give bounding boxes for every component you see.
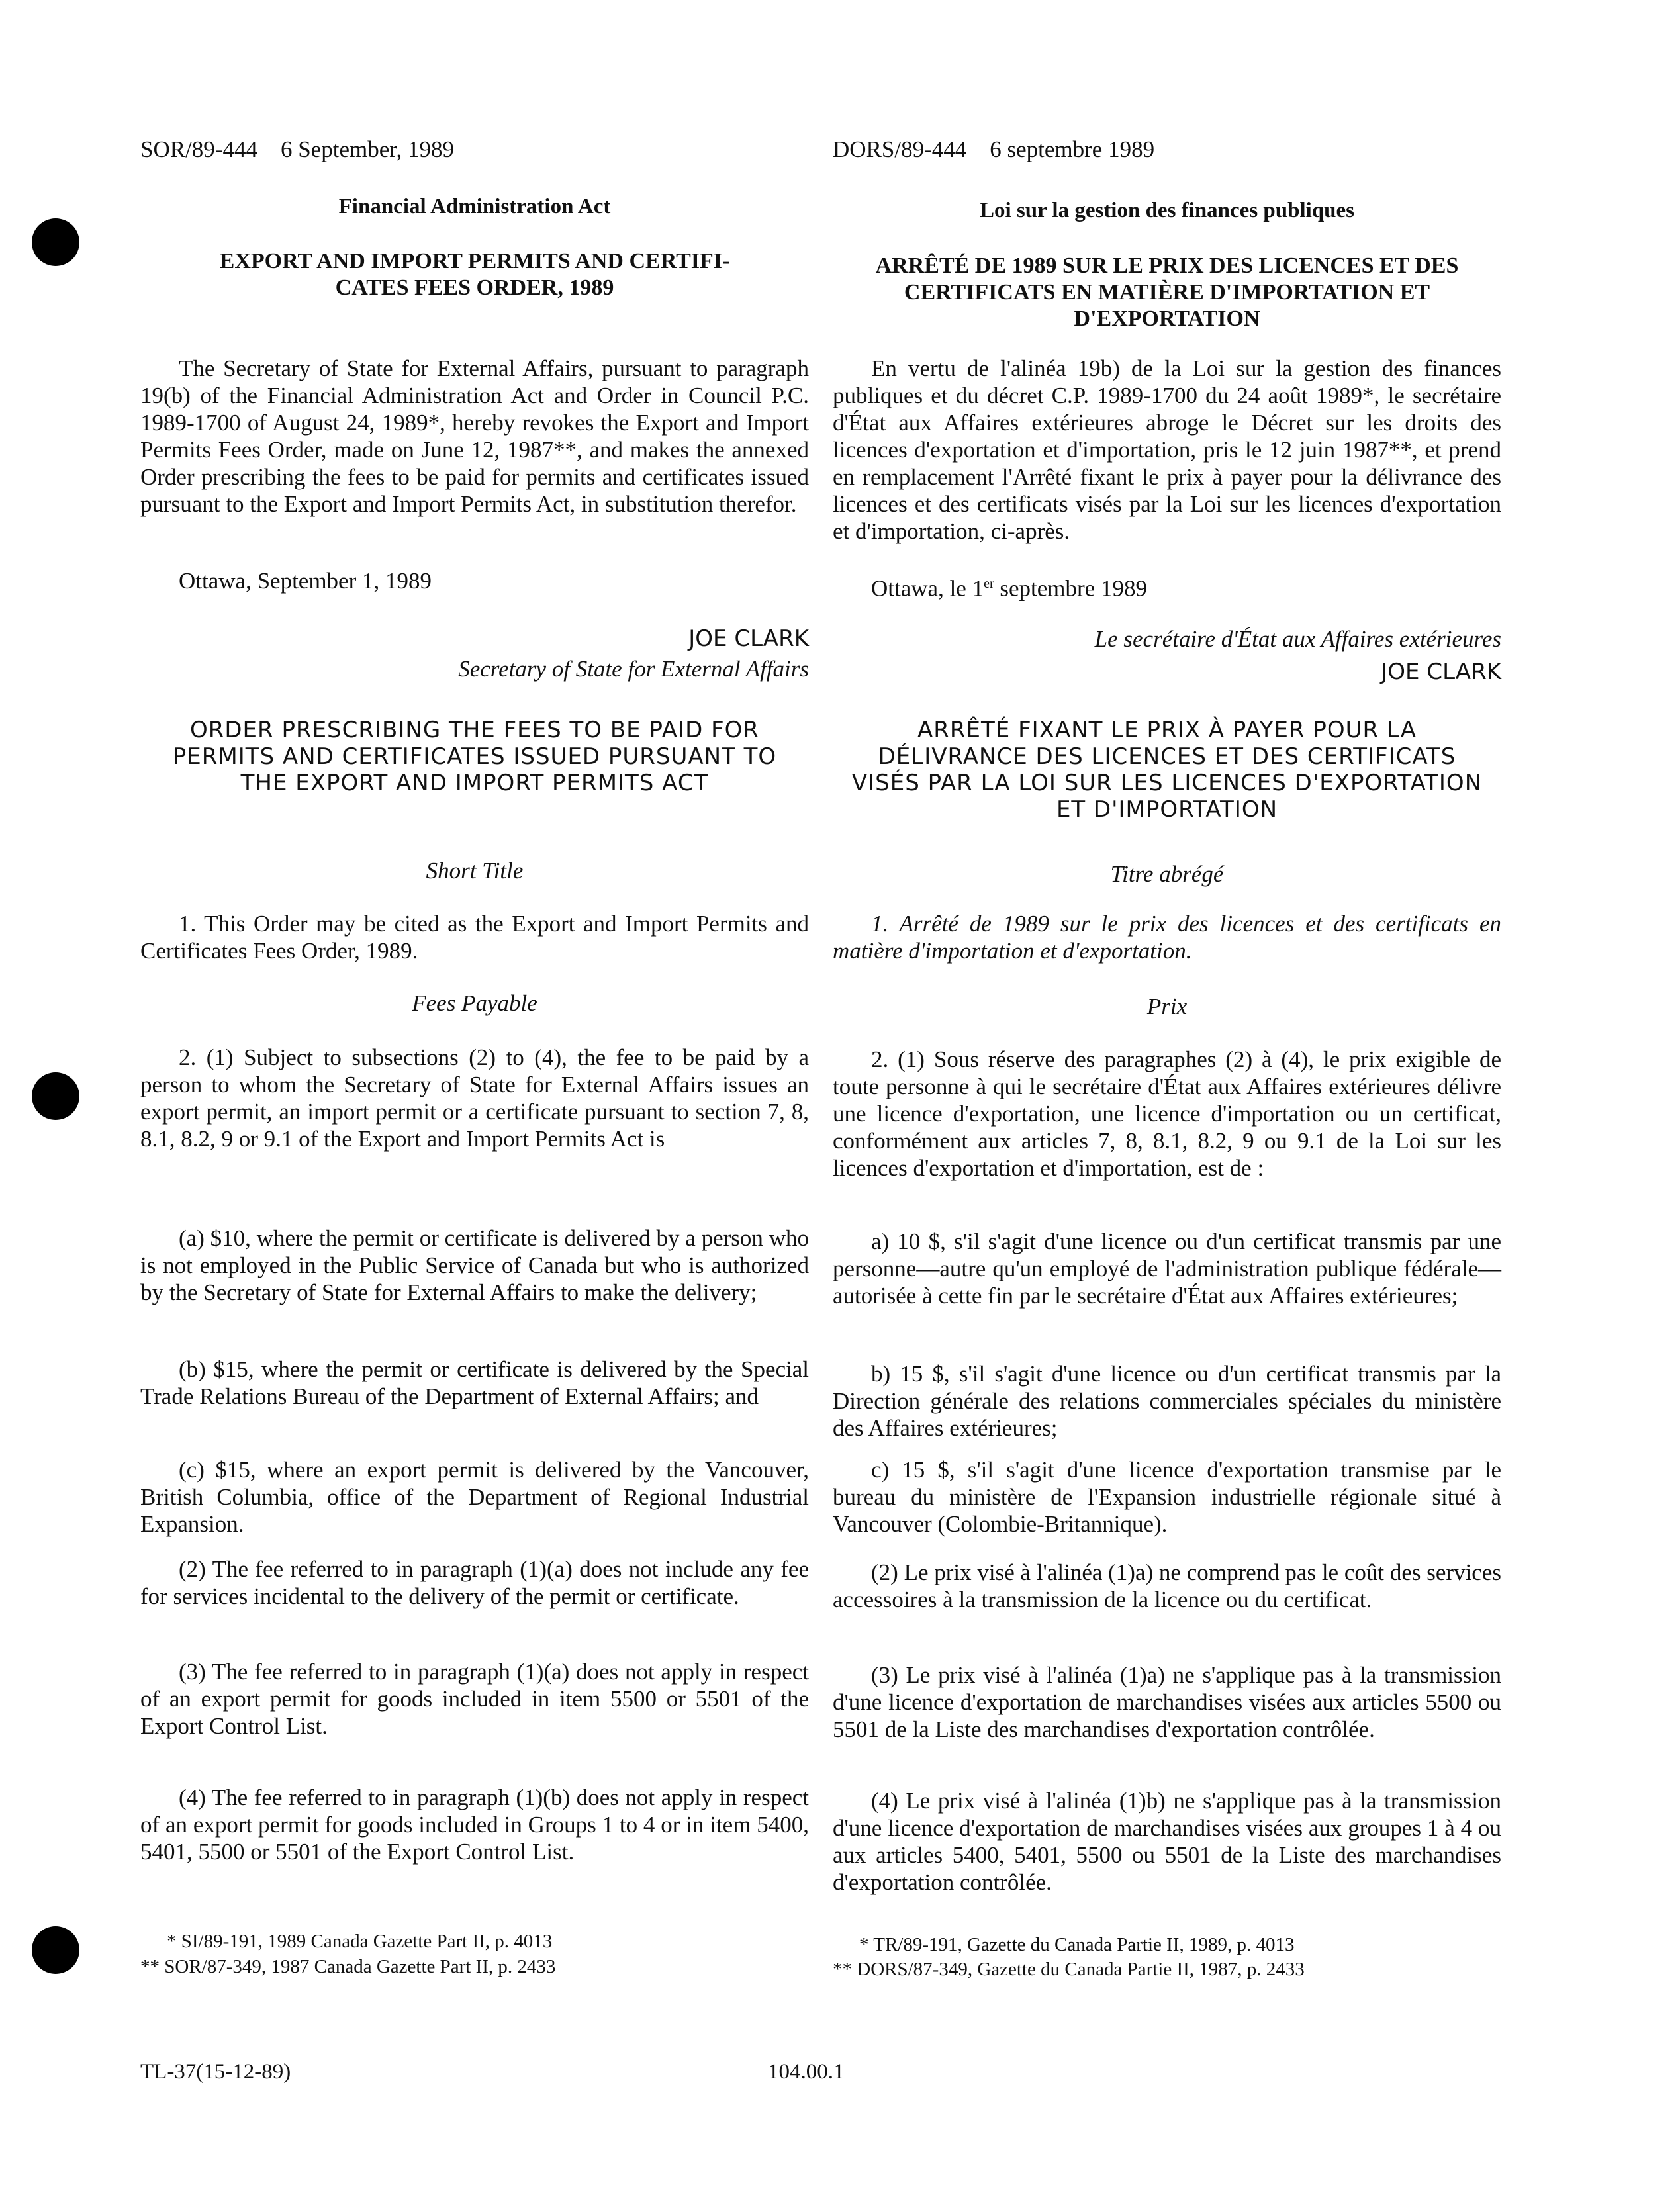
footer-page-number: 104.00.1 <box>768 2060 845 2084</box>
fr-instrument-title: ARRÊTÉ FIXANT LE PRIX À PAYER POUR LA DÉLIVRANCE DES LICENCES ET DES CERTIFICATS VISÉS PAR LA LOI SUR LES LICENCES D'EXPORTATION ET D'IMPORTATION <box>851 717 1483 823</box>
fr-short-title-heading: Titre abrégé <box>1110 861 1224 887</box>
en-footnote-2: ** SOR/87-349, 1987 Canada Gazette Part II, p. 2433 <box>140 1956 556 1977</box>
en-section-1: 1. This Order may be cited as the Export and Import Permits and Certificates Fees Order, 1989. <box>140 911 809 964</box>
en-subsection-4: (4) The fee referred to in paragraph (1)(b) does not apply in respect of an export permit for goods included in Groups 1 to 4 or in item 5400, 5401, 5500 or 5501 of the Export Control List. <box>140 1785 809 1865</box>
fr-order-title: ARRÊTÉ DE 1989 SUR LE PRIX DES LICENCES ET DES CERTIFICATS EN MATIÈRE D'IMPORTATION ET D'EXPORTATION <box>875 254 1459 331</box>
fr-section-1: 1. Arrêté de 1989 sur le prix des licences et des certificats en matière d'importation et d'exportation. <box>833 911 1501 964</box>
fr-header: DORS/89-444 6 septembre 1989 <box>833 136 1155 162</box>
en-fees-heading: Fees Payable <box>412 990 537 1016</box>
en-signatory: JOE CLARK <box>688 626 809 652</box>
fr-footnote-1: * TR/89-191, Gazette du Canada Partie II, 1989, p. 4013 <box>859 1934 1295 1955</box>
fr-signatory: JOE CLARK <box>1381 659 1501 685</box>
en-preamble: The Secretary of State for External Affairs, pursuant to paragraph 19(b) of the Financial Administration Act and Order in Council P.C. 1989-1700 of August 24, 1989*, hereby revokes the Export and Import Permits Fees Order, made on June 12, 1987**, and makes the annexed Order prescribing the fees to be paid for permits and certificates issued pursuant to the Export and Import Permits Act, in substitution therefor. <box>140 355 809 517</box>
fr-act-name: Loi sur la gestion des finances publiques <box>979 199 1355 222</box>
fr-preamble: En vertu de l'alinéa 19b) de la Loi sur la gestion des finances publiques et du décret C.P. 1989-1700 du 24 août 1989*, le secrétaire d'État aux Affaires extérieures abroge le Décret sur les droits des licences d'exportation et d'importation, pris le 12 juin 1987**, et prend en remplacement l'Arrêté fixant le prix à payer pour la délivrance des licences et des certificats visés par la Loi sur les licences d'exportation et d'importation, ci-après. <box>833 355 1501 544</box>
en-subsection-2: (2) The fee referred to in paragraph (1)(a) does not include any fee for services incidental to the delivery of the permit or certificate. <box>140 1556 809 1609</box>
fr-place-date: Ottawa, le 1er septembre 1989 <box>871 575 1147 602</box>
en-subsection-3: (3) The fee referred to in paragraph (1)(a) does not apply in respect of an export permit for goods included in item 5500 or 5501 of the Export Control List. <box>140 1659 809 1739</box>
en-footnote-1: * SI/89-191, 1989 Canada Gazette Part II, p. 4013 <box>167 1931 553 1952</box>
fr-fees-heading: Prix <box>1146 994 1188 1019</box>
en-paragraph-b: (b) $15, where the permit or certificate is delivered by the Special Trade Relations Bureau of the Department of External Affairs; and <box>140 1356 809 1409</box>
en-order-title: EXPORT AND IMPORT PERMITS AND CERTIFI- CATES FEES ORDER, 1989 <box>219 249 730 300</box>
fr-subsection-3: (3) Le prix visé à l'alinéa (1)a) ne s'applique pas à la transmission d'une licence d'exportation de marchandises visées aux articles 5500 ou 5501 de la Liste des marchandises d'exportation contrôlée. <box>833 1662 1501 1742</box>
fr-paragraph-c: c) 15 $, s'il s'agit d'une licence d'exportation transmise par le bureau du ministère de l'Expansion industrielle régionale situé à Vancouver (Colombie-Britannique). <box>833 1457 1501 1537</box>
en-paragraph-a: (a) $10, where the permit or certificate is delivered by a person who is not employed in the Public Service of Canada but who is authorized by the Secretary of State for External Affairs to make the delivery; <box>140 1225 809 1305</box>
en-instrument-title: ORDER PRESCRIBING THE FEES TO BE PAID FOR PERMITS AND CERTIFICATES ISSUED PURSUANT TO THE EXPORT AND IMPORT PERMITS ACT <box>172 717 777 796</box>
en-header: SOR/89-444 6 September, 1989 <box>140 136 454 162</box>
en-act-name: Financial Administration Act <box>338 195 611 218</box>
punch-hole-bottom <box>32 1926 79 1974</box>
punch-hole-top <box>32 218 79 266</box>
footer-form-number: TL-37(15-12-89) <box>140 2060 291 2084</box>
fr-paragraph-b: b) 15 $, s'il s'agit d'une licence ou d'un certificat transmis par la Direction générale des relations commerciales spéciales du ministère des Affaires extérieures; <box>833 1361 1501 1441</box>
en-section-2-1: 2. (1) Subject to subsections (2) to (4), the fee to be paid by a person to whom the Secretary of State for External Affairs issues an export permit, an import permit or a certificate pursuant to section 7, 8, 8.1, 8.2, 9 or 9.1 of the Export and Import Permits Act is <box>140 1045 809 1152</box>
fr-paragraph-a: a) 10 $, s'il s'agit d'une licence ou d'un certificat transmis par une personne—autre qu'un employé de l'administration publique fédérale—autorisée à cette fin par le secrétaire d'État aux Affaires extérieures; <box>833 1229 1501 1309</box>
fr-signatory-title: Le secrétaire d'État aux Affaires extérieures <box>1094 626 1501 652</box>
en-signatory-title: Secretary of State for External Affairs <box>458 656 809 682</box>
en-place-date: Ottawa, September 1, 1989 <box>179 568 432 594</box>
fr-subsection-4: (4) Le prix visé à l'alinéa (1)b) ne s'applique pas à la transmission d'une licence d'exportation de marchandises visées aux groupes 1 à 4 ou aux articles 5400, 5401, 5500 ou 5501 de la Liste des marchandises d'exportation contrôlée. <box>833 1788 1501 1895</box>
fr-subsection-2: (2) Le prix visé à l'alinéa (1)a) ne comprend pas le coût des services accessoires à la transmission de la licence ou du certificat. <box>833 1559 1501 1612</box>
fr-section-2-1: 2. (1) Sous réserve des paragraphes (2) à (4), le prix exigible de toute personne à qui le secrétaire d'État aux Affaires extérieures délivre une licence d'exportation, une licence d'importation ou un certificat, conformément aux articles 7, 8, 8.1, 8.2, 9 ou 9.1 de la Loi sur les licences d'exportation et d'importation, est de : <box>833 1047 1501 1181</box>
en-paragraph-c: (c) $15, where an export permit is delivered by the Vancouver, British Columbia, office of the Department of Regional Industrial Expansion. <box>140 1457 809 1537</box>
fr-footnote-2: ** DORS/87-349, Gazette du Canada Partie II, 1987, p. 2433 <box>833 1959 1305 1980</box>
en-short-title-heading: Short Title <box>426 858 524 884</box>
punch-hole-middle <box>32 1072 79 1120</box>
